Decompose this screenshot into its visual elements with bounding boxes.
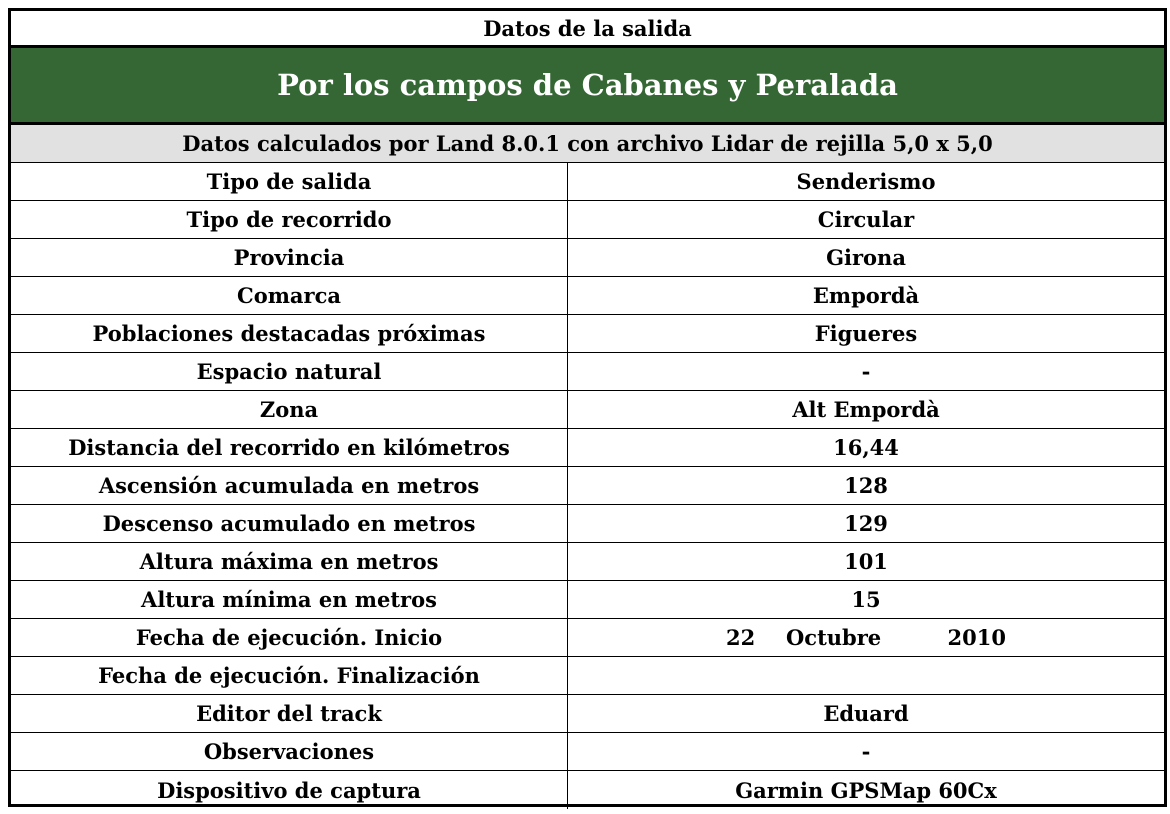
row-label: Espacio natural [11, 353, 568, 390]
table-row [11, 239, 1164, 277]
row-value: 129 [844, 511, 888, 536]
row-value: Figueres [814, 321, 918, 346]
row-label: Fecha de ejecución. Finalización [11, 657, 568, 694]
table-row [11, 201, 1164, 239]
row-value: Circular [817, 207, 915, 232]
route-title: Por los campos de Cabanes y Peralada [11, 48, 1164, 125]
row-label: Tipo de recorrido [11, 201, 568, 238]
row-label: Poblaciones destacadas próximas [11, 315, 568, 352]
route-data-table [11, 163, 1164, 804]
row-label: Altura mínima en metros [11, 581, 568, 618]
row-label: Dispositivo de captura [11, 771, 568, 809]
row-label: Editor del track [11, 695, 568, 732]
row-label: Zona [11, 391, 568, 428]
section-title: Datos de la salida [11, 11, 1164, 48]
table-row [11, 733, 1164, 771]
row-label: Distancia del recorrido en kilómetros [11, 429, 568, 466]
row-label: Ascensión acumulada en metros [11, 467, 568, 504]
calculation-note: Datos calculados por Land 8.0.1 con archivo Lidar de rejilla 5,0 x 5,0 [11, 125, 1164, 163]
start-date-value [568, 619, 1164, 656]
row-value: Alt Empordà [792, 397, 940, 422]
table-row [11, 695, 1164, 733]
row-label: Observaciones [11, 733, 568, 770]
row-value: Empordà [812, 283, 920, 308]
row-label: Fecha de ejecución. Inicio [11, 619, 568, 656]
start-date-day: 22 [726, 625, 756, 650]
row-label: Altura máxima en metros [11, 543, 568, 580]
row-value: Senderismo [796, 169, 936, 194]
row-value: - [861, 739, 871, 764]
row-value: 128 [844, 473, 888, 498]
table-row [11, 581, 1164, 619]
route-data-sheet [8, 8, 1167, 807]
table-row [11, 619, 1164, 657]
table-row [11, 543, 1164, 581]
table-row [11, 353, 1164, 391]
table-row [11, 505, 1164, 543]
start-date-year: 2010 [947, 625, 1006, 650]
row-value: 101 [844, 549, 888, 574]
row-label: Tipo de salida [11, 163, 568, 200]
row-value: Girona [826, 245, 906, 270]
table-row [11, 315, 1164, 353]
row-label: Provincia [11, 239, 568, 276]
row-label: Descenso acumulado en metros [11, 505, 568, 542]
row-value: Garmin GPSMap 60Cx [735, 777, 997, 803]
table-row [11, 467, 1164, 505]
table-row [11, 163, 1164, 201]
row-value: 16,44 [833, 435, 899, 460]
row-value: - [861, 359, 871, 384]
table-row [11, 391, 1164, 429]
row-value [568, 657, 1164, 694]
start-date-month: Octubre [786, 625, 882, 650]
table-row [11, 429, 1164, 467]
table-row [11, 657, 1164, 695]
table-row [11, 277, 1164, 315]
row-label: Comarca [11, 277, 568, 314]
table-row [11, 771, 1164, 809]
row-value: 15 [851, 587, 881, 612]
row-value: Eduard [823, 701, 909, 726]
